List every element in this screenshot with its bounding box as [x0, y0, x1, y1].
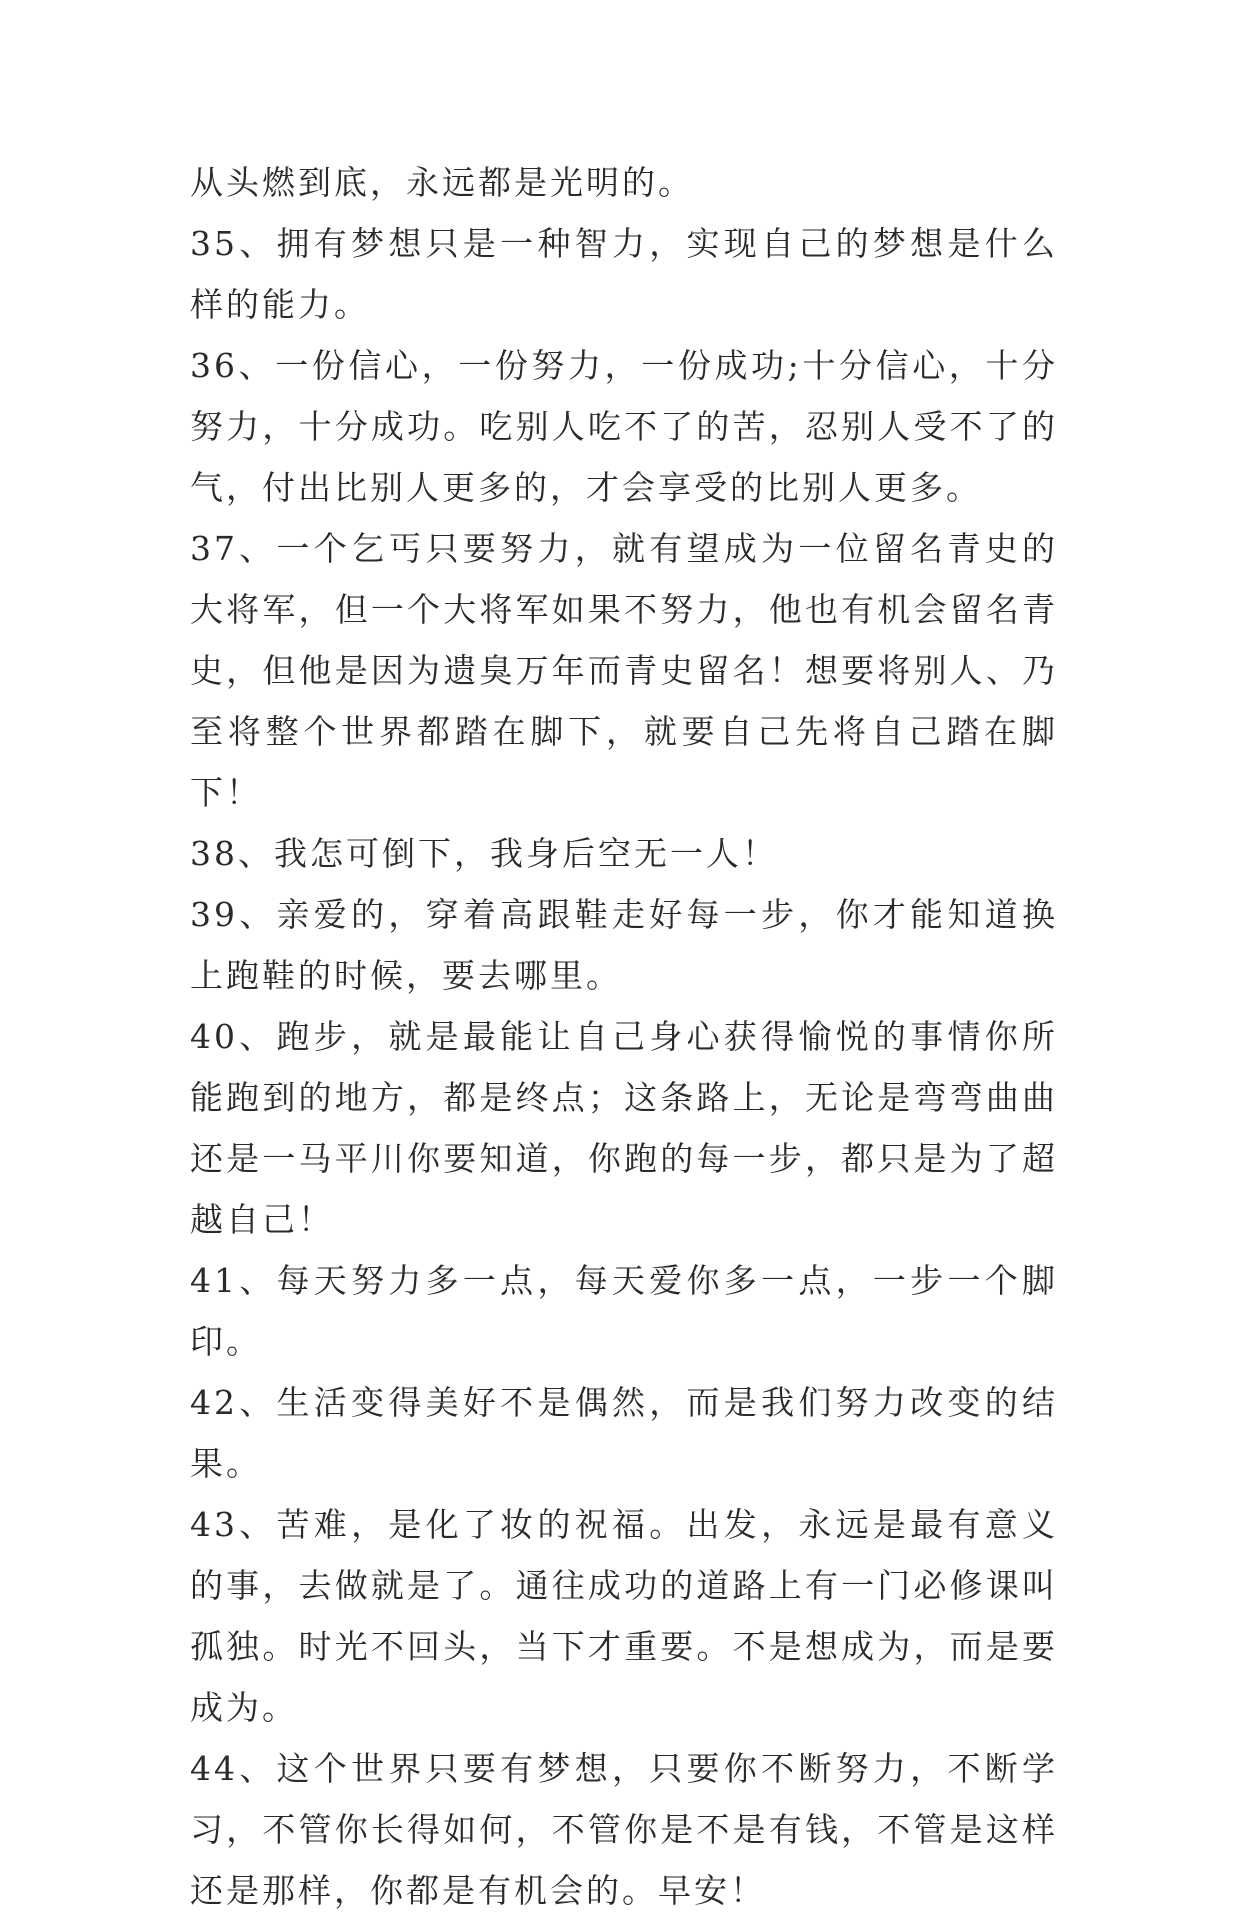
paragraph-continuation: 从头燃到底，永远都是光明的。 [190, 163, 694, 202]
paragraph-39: 39、亲爱的，穿着高跟鞋走好每一步，你才能知道换上跑鞋的时候，要去哪里。 [190, 895, 1058, 995]
paragraph-42: 42、生活变得美好不是偶然，而是我们努力改变的结果。 [190, 1383, 1058, 1483]
paragraph-44: 44、这个世界只要有梦想，只要你不断努力，不断学习，不管你长得如何，不管你是不是有钱，不管是这样还是那样，你都是有机会的。早安！ [190, 1749, 1058, 1910]
paragraph-36: 36、一份信心，一份努力，一份成功;十分信心，十分努力，十分成功。吃别人吃不了的苦，忍别人受不了的气，付出比别人更多的，才会享受的比别人更多。 [190, 346, 1058, 507]
paragraph-38: 38、我怎可倒下，我身后空无一人！ [190, 834, 778, 873]
paragraph-41: 41、每天努力多一点，每天爱你多一点，一步一个脚印。 [190, 1261, 1058, 1361]
paragraph-37: 37、一个乞丐只要努力，就有望成为一位留名青史的大将军，但一个大将军如果不努力，他也有机会留名青史，但他是因为遗臭万年而青史留名！想要将别人、乃至将整个世界都踏在脚下，就要自己先将自己踏在脚下！ [190, 529, 1058, 812]
paragraph-43: 43、苦难，是化了妆的祝福。出发，永远是最有意义的事，去做就是了。通往成功的道路上有一门必修课叫孤独。时光不回头，当下才重要。不是想成为，而是要成为。 [190, 1505, 1058, 1727]
paragraph-40: 40、跑步，就是最能让自己身心获得愉悦的事情你所能跑到的地方，都是终点；这条路上，无论是弯弯曲曲还是一马平川你要知道，你跑的每一步，都只是为了超越自己！ [190, 1017, 1058, 1239]
document-body [190, 152, 1058, 1921]
paragraph-35: 35、拥有梦想只是一种智力，实现自己的梦想是什么样的能力。 [190, 224, 1058, 324]
